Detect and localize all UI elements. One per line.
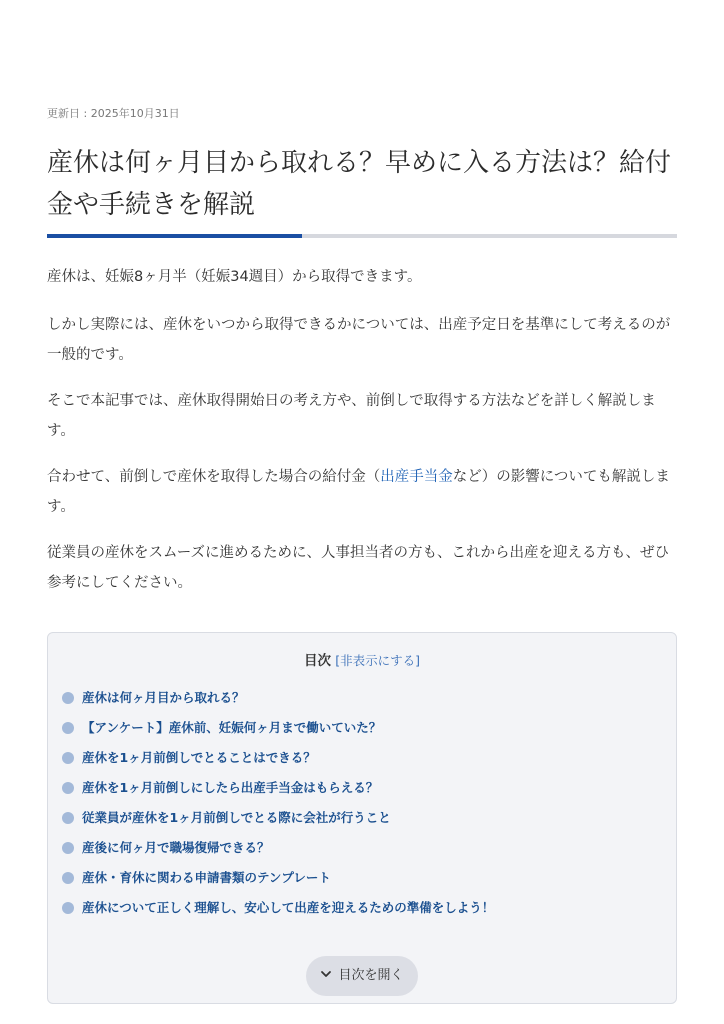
toc-item-7[interactable]	[62, 867, 494, 897]
paragraph-4-text-after: など）の影響についても解説します。	[47, 469, 670, 515]
bullet-dot-icon	[62, 722, 74, 734]
toc-item-label: 従業員が産休を1ヶ月前倒しでとる際に会社が行うこと	[82, 810, 391, 825]
toc-item-label: 産休を1ヶ月前倒しでとることはできる？	[82, 750, 316, 765]
intro-paragraph-1: 産休は、妊娠8ヶ月半（妊娠34週目）から取得できます。	[47, 269, 422, 285]
toc-item-label: 【アンケート】産休前、妊娠何ヶ月まで働いていた？	[82, 720, 382, 735]
toc-header	[48, 651, 676, 671]
page-title: 産休は何ヶ月目から取れる？早めに入る方法は？給付金や手続きを解説	[47, 148, 672, 220]
toc-item-label: 産休・育休に関わる申請書類のテンプレート	[82, 870, 331, 885]
title-underline-accent	[47, 234, 302, 238]
toc-hide-toggle[interactable]: [非表示にする]	[335, 653, 421, 668]
toc-item-label: 産休を1ヶ月前倒しにしたら出産手当金はもらえる？	[82, 780, 379, 795]
toc-item-2[interactable]	[62, 717, 494, 747]
bullet-dot-icon	[62, 872, 74, 884]
intro-paragraph-2: しかし実際には、産休をいつから取得できるかについては、出産予定日を基準にして考えるのが一般的です。	[47, 317, 671, 363]
toc-item-5[interactable]	[62, 807, 494, 837]
bullet-dot-icon	[62, 782, 74, 794]
bullet-dot-icon	[62, 902, 74, 914]
toc-item-6[interactable]	[62, 837, 494, 867]
toc-item-3[interactable]	[62, 747, 494, 777]
maternity-allowance-link[interactable]: 出産手当金	[380, 469, 453, 485]
bullet-dot-icon	[62, 752, 74, 764]
updated-date: 更新日 : 2025年10月31日	[47, 107, 180, 120]
title-underline	[47, 234, 677, 238]
toc-open-button[interactable]	[306, 956, 418, 996]
bullet-dot-icon	[62, 812, 74, 824]
bullet-dot-icon	[62, 842, 74, 854]
toc-item-label: 産後に何ヶ月で職場復帰できる？	[82, 840, 270, 855]
intro-paragraph-3: そこで本記事では、産休取得開始日の考え方や、前倒しで取得する方法などを詳しく解説します。	[47, 393, 656, 439]
toc-item-label: 産休は何ヶ月目から取れる？	[82, 690, 245, 705]
toc-open-button-label: 目次を開く	[338, 968, 404, 983]
toc-item-label: 産休について正しく理解し、安心して出産を迎えるための準備をしよう！	[82, 900, 495, 915]
table-of-contents	[47, 632, 677, 1004]
toc-item-4[interactable]	[62, 777, 494, 807]
toc-item-8[interactable]	[62, 897, 494, 927]
paragraph-4-text-before: 合わせて、前倒しで産休を取得した場合の給付金（	[47, 469, 381, 485]
toc-list	[62, 687, 494, 927]
chevron-down-icon	[320, 968, 332, 980]
intro-paragraph-4	[47, 462, 677, 522]
toc-item-1[interactable]	[62, 687, 494, 717]
bullet-dot-icon	[62, 692, 74, 704]
toc-heading: 目次	[303, 653, 331, 669]
intro-paragraph-5: 従業員の産休をスムーズに進めるために、人事担当者の方も、これから出産を迎える方も、ぜひ参考にしてください。	[47, 545, 670, 591]
